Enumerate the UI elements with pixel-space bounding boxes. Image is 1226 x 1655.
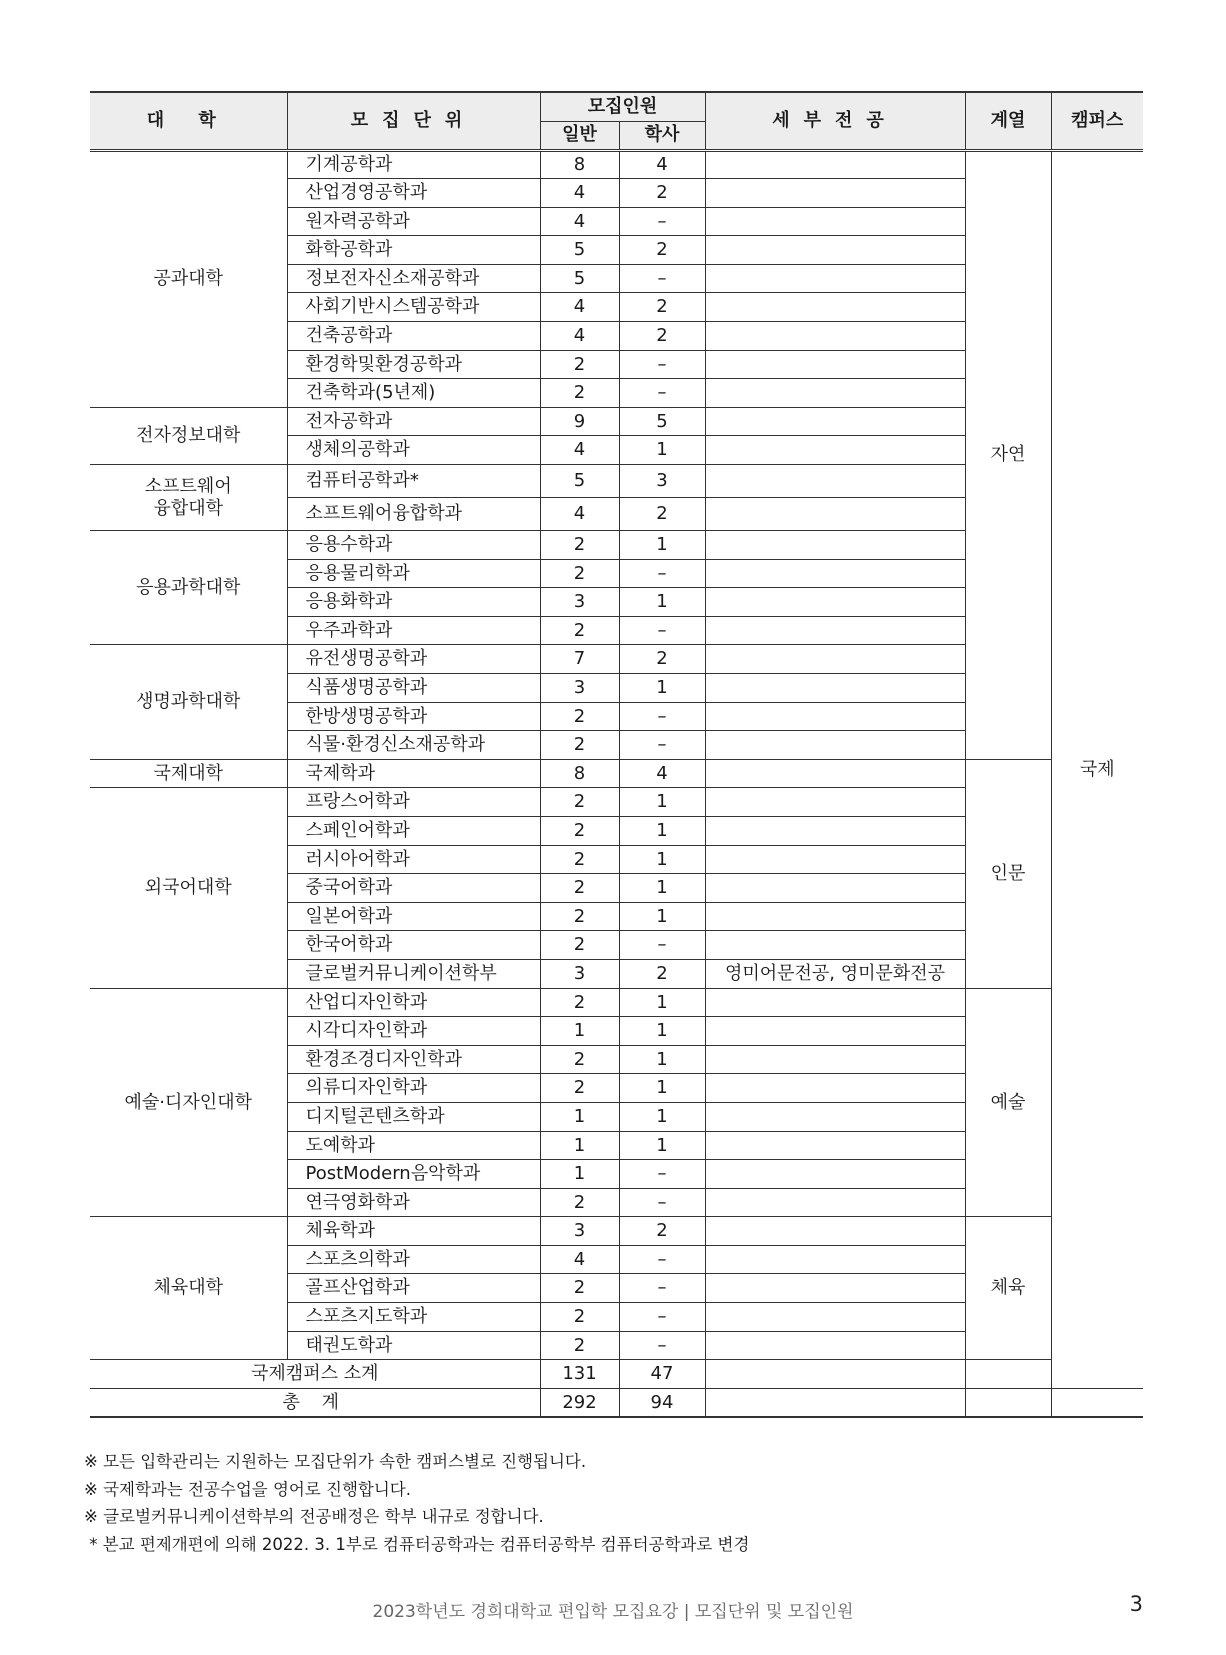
total-campus-empty [1051,1388,1143,1417]
dept-cell: 사회기반시스템공학과 [287,293,540,322]
subtotal-row [90,1360,1143,1389]
header-detail: 세부전공 [705,92,965,150]
page-number: 3 [1129,1592,1143,1616]
bachelor-count-cell: – [619,1303,705,1332]
table-row [90,1217,1143,1246]
general-count-cell: 4 [540,179,619,208]
dept-cell: 생체의공학과 [287,436,540,465]
detail-major-cell [705,902,965,931]
header-field: 계열 [965,92,1051,150]
bachelor-count-cell: 1 [619,874,705,903]
college-cell: 소프트웨어 융합대학 [90,465,287,531]
dept-cell: 디지털콘텐츠학과 [287,1102,540,1131]
general-count-cell: 3 [540,674,619,703]
note-item: ※ 글로벌커뮤니케이션학부의 전공배정은 학부 내규로 정합니다. [84,1507,544,1526]
bachelor-count-cell: 1 [619,674,705,703]
general-count-cell: 2 [540,350,619,379]
detail-major-cell [705,1303,965,1332]
table-row [90,988,1143,1017]
detail-major-cell [705,731,965,760]
general-count-cell: 3 [540,959,619,988]
general-count-cell: 4 [540,498,619,531]
dept-cell: 스포츠의학과 [287,1245,540,1274]
general-count-cell: 2 [540,731,619,760]
general-count-cell: 5 [540,264,619,293]
dept-cell: 식품생명공학과 [287,674,540,703]
header-campus: 캠퍼스 [1051,92,1143,150]
bachelor-count-cell: 1 [619,988,705,1017]
college-cell: 예술·디자인대학 [90,988,287,1217]
general-count-cell: 2 [540,1303,619,1332]
bachelor-count-cell: 2 [619,498,705,531]
bachelor-count-cell: 2 [619,236,705,265]
detail-major-cell [705,874,965,903]
total-row [90,1388,1143,1417]
bachelor-count-cell: 1 [619,1074,705,1103]
dept-cell: 한방생명공학과 [287,702,540,731]
general-count-cell: 1 [540,1102,619,1131]
total-bachelor: 94 [619,1388,705,1417]
detail-major-cell [705,1274,965,1303]
detail-major-cell [705,816,965,845]
dept-cell: PostModern음악학과 [287,1160,540,1189]
detail-major-cell [705,150,965,179]
detail-major-cell [705,1188,965,1217]
general-count-cell: 2 [540,531,619,560]
bachelor-count-cell: 1 [619,1017,705,1046]
general-count-cell: 2 [540,379,619,408]
detail-major-cell [705,988,965,1017]
general-count-cell: 2 [540,788,619,817]
dept-cell: 도예학과 [287,1131,540,1160]
dept-cell: 프랑스어학과 [287,788,540,817]
detail-major-cell [705,1045,965,1074]
detail-major-cell [705,293,965,322]
general-count-cell: 2 [540,988,619,1017]
total-label: 총 계 [90,1388,540,1417]
general-count-cell: 2 [540,931,619,960]
dept-cell: 스페인어학과 [287,816,540,845]
general-count-cell: 2 [540,874,619,903]
detail-major-cell [705,264,965,293]
header-recruit: 모집인원 [540,92,705,121]
subtotal-field-empty [965,1360,1051,1389]
detail-major-cell [705,407,965,436]
general-count-cell: 4 [540,207,619,236]
bachelor-count-cell: 1 [619,531,705,560]
subtotal-detail-empty [705,1360,965,1389]
detail-major-cell [705,498,965,531]
college-cell: 체육대학 [90,1217,287,1360]
campus-cell: 국제 [1051,150,1143,1388]
total-field-empty [965,1388,1051,1417]
general-count-cell: 1 [540,1017,619,1046]
bachelor-count-cell: – [619,379,705,408]
dept-cell: 컴퓨터공학과* [287,465,540,498]
general-count-cell: 3 [540,588,619,617]
dept-cell: 일본어학과 [287,902,540,931]
header-bachelor: 학사 [619,121,705,150]
college-cell: 전자정보대학 [90,407,287,464]
general-count-cell: 2 [540,1274,619,1303]
bachelor-count-cell: 1 [619,902,705,931]
bachelor-count-cell: 1 [619,1045,705,1074]
bachelor-count-cell: 3 [619,465,705,498]
general-count-cell: 2 [540,845,619,874]
dept-cell: 러시아어학과 [287,845,540,874]
dept-cell: 우주과학과 [287,616,540,645]
detail-major-cell [705,616,965,645]
table-row [90,759,1143,788]
bachelor-count-cell: 1 [619,588,705,617]
college-cell: 공과대학 [90,150,287,407]
bachelor-count-cell: 1 [619,816,705,845]
detail-major-cell [705,702,965,731]
detail-major-cell [705,207,965,236]
general-count-cell: 4 [540,293,619,322]
dept-cell: 응용물리학과 [287,559,540,588]
dept-cell: 의류디자인학과 [287,1074,540,1103]
general-count-cell: 5 [540,465,619,498]
bachelor-count-cell: – [619,350,705,379]
general-count-cell: 2 [540,902,619,931]
detail-major-cell [705,1074,965,1103]
table-row [90,150,1143,179]
dept-cell: 환경학및환경공학과 [287,350,540,379]
dept-cell: 건축공학과 [287,322,540,351]
general-count-cell: 7 [540,645,619,674]
general-count-cell: 9 [540,407,619,436]
field-cell: 자연 [965,150,1051,759]
bachelor-count-cell: 2 [619,959,705,988]
bachelor-count-cell: 1 [619,788,705,817]
bachelor-count-cell: – [619,931,705,960]
detail-major-cell [705,322,965,351]
general-count-cell: 3 [540,1217,619,1246]
dept-cell: 소프트웨어융합학과 [287,498,540,531]
bachelor-count-cell: 2 [619,322,705,351]
detail-major-cell [705,236,965,265]
header-college: 대 학 [90,92,287,150]
general-count-cell: 2 [540,1331,619,1360]
general-count-cell: 2 [540,559,619,588]
bachelor-count-cell: – [619,207,705,236]
detail-major-cell [705,1331,965,1360]
general-count-cell: 4 [540,1245,619,1274]
bachelor-count-cell: 5 [619,407,705,436]
general-count-cell: 2 [540,616,619,645]
note-item: * 본교 편제개편에 의해 2022. 3. 1부로 컴퓨터공학과는 컴퓨터공학부 컴퓨터공학과로 변경 [84,1534,750,1554]
bachelor-count-cell: 2 [619,645,705,674]
general-count-cell: 2 [540,1074,619,1103]
detail-major-cell [705,1102,965,1131]
dept-cell: 연극영화학과 [287,1188,540,1217]
general-count-cell: 2 [540,816,619,845]
dept-cell: 국제학과 [287,759,540,788]
bachelor-count-cell: – [619,616,705,645]
detail-major-cell [705,465,965,498]
notes [84,1448,749,1558]
dept-cell: 산업경영공학과 [287,179,540,208]
dept-cell: 태권도학과 [287,1331,540,1360]
dept-cell: 건축학과(5년제) [287,379,540,408]
dept-cell: 유전생명공학과 [287,645,540,674]
bachelor-count-cell: – [619,731,705,760]
general-count-cell: 8 [540,759,619,788]
general-count-cell: 1 [540,1160,619,1189]
subtotal-bachelor: 47 [619,1360,705,1389]
bachelor-count-cell: 2 [619,1217,705,1246]
bachelor-count-cell: – [619,1331,705,1360]
detail-major-cell [705,1217,965,1246]
dept-cell: 환경조경디자인학과 [287,1045,540,1074]
general-count-cell: 8 [540,150,619,179]
subtotal-label: 국제캠퍼스 소계 [90,1360,540,1389]
note-item: ※ 모든 입학관리는 지원하는 모집단위가 속한 캠퍼스별로 진행됩니다. [84,1452,587,1471]
detail-major-cell [705,674,965,703]
detail-major-cell [705,588,965,617]
dept-cell: 산업디자인학과 [287,988,540,1017]
detail-major-cell [705,759,965,788]
header-unit: 모집단위 [287,92,540,150]
bachelor-count-cell: – [619,1274,705,1303]
detail-major-cell [705,931,965,960]
detail-major-cell [705,531,965,560]
bachelor-count-cell: – [619,1160,705,1189]
dept-cell: 기계공학과 [287,150,540,179]
detail-major-cell [705,559,965,588]
dept-cell: 한국어학과 [287,931,540,960]
bachelor-count-cell: 2 [619,293,705,322]
college-cell: 생명과학대학 [90,645,287,759]
detail-major-cell [705,1160,965,1189]
total-general: 292 [540,1388,619,1417]
bachelor-count-cell: – [619,1245,705,1274]
bachelor-count-cell: 4 [619,759,705,788]
dept-cell: 시각디자인학과 [287,1017,540,1046]
detail-major-cell [705,788,965,817]
bachelor-count-cell: 1 [619,436,705,465]
detail-major-cell: 영미어문전공, 영미문화전공 [705,959,965,988]
field-cell: 예술 [965,988,1051,1217]
bachelor-count-cell: 1 [619,1102,705,1131]
college-cell: 응용과학대학 [90,531,287,645]
detail-major-cell [705,1131,965,1160]
general-count-cell: 2 [540,1045,619,1074]
dept-cell: 글로벌커뮤니케이션학부 [287,959,540,988]
dept-cell: 정보전자신소재공학과 [287,264,540,293]
recruitment-table [90,91,1143,1418]
dept-cell: 전자공학과 [287,407,540,436]
bachelor-count-cell: – [619,264,705,293]
detail-major-cell [705,379,965,408]
header-general: 일반 [540,121,619,150]
detail-major-cell [705,645,965,674]
bachelor-count-cell: 4 [619,150,705,179]
bachelor-count-cell: 1 [619,1131,705,1160]
dept-cell: 화학공학과 [287,236,540,265]
dept-cell: 원자력공학과 [287,207,540,236]
college-cell: 국제대학 [90,759,287,788]
note-item: ※ 국제학과는 전공수업을 영어로 진행합니다. [84,1479,411,1499]
general-count-cell: 2 [540,702,619,731]
general-count-cell: 4 [540,322,619,351]
detail-major-cell [705,179,965,208]
dept-cell: 골프산업학과 [287,1274,540,1303]
dept-cell: 스포츠지도학과 [287,1303,540,1332]
college-cell: 외국어대학 [90,788,287,988]
general-count-cell: 4 [540,436,619,465]
bachelor-count-cell: – [619,1188,705,1217]
bachelor-count-cell: – [619,559,705,588]
detail-major-cell [705,436,965,465]
field-cell: 인문 [965,759,1051,988]
detail-major-cell [705,845,965,874]
detail-major-cell [705,350,965,379]
bachelor-count-cell: 2 [619,179,705,208]
dept-cell: 식물·환경신소재공학과 [287,731,540,760]
subtotal-general: 131 [540,1360,619,1389]
table-body [90,150,1143,1417]
bachelor-count-cell: 1 [619,845,705,874]
dept-cell: 응용수학과 [287,531,540,560]
general-count-cell: 2 [540,1188,619,1217]
dept-cell: 체육학과 [287,1217,540,1246]
dept-cell: 중국어학과 [287,874,540,903]
dept-cell: 응용화학과 [287,588,540,617]
general-count-cell: 1 [540,1131,619,1160]
total-detail-empty [705,1388,965,1417]
page-footer: 2023학년도 경희대학교 편입학 모집요강 | 모집단위 및 모집인원 [372,1602,854,1622]
detail-major-cell [705,1017,965,1046]
field-cell: 체육 [965,1217,1051,1360]
detail-major-cell [705,1245,965,1274]
general-count-cell: 5 [540,236,619,265]
bachelor-count-cell: – [619,702,705,731]
